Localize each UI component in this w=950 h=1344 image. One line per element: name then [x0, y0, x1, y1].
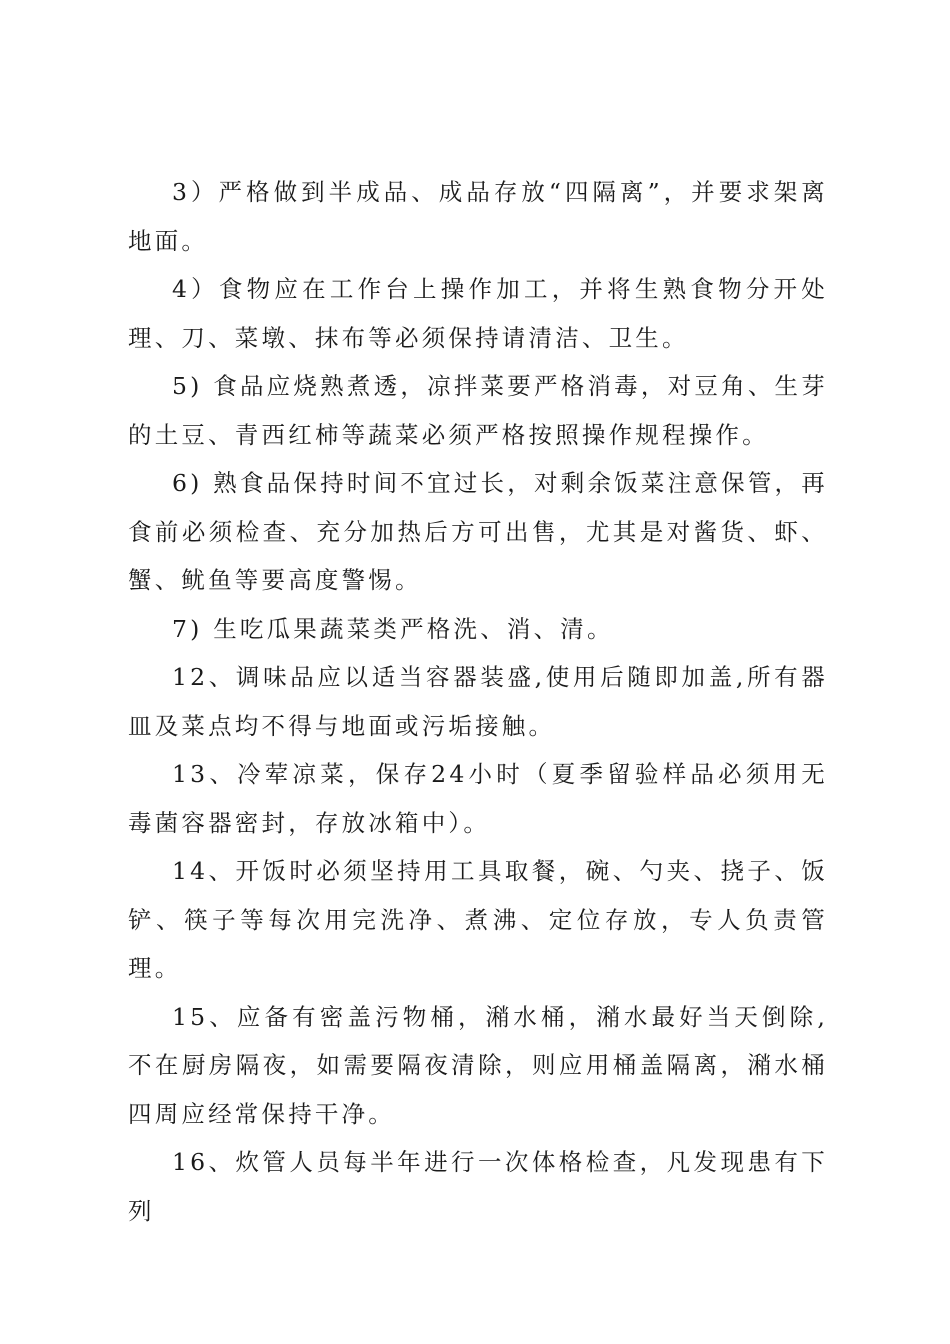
paragraph-item-7: 7) 生吃瓜果蔬菜类严格洗、消、清。	[172, 614, 614, 643]
paragraph-rule-15: 15、应备有密盖污物桶，潲水桶，潲水最好当天倒除,不在厨房隔夜，如需要隔夜清除，则应用桶盖隔离，潲水桶四周应经常保持干净。	[128, 1002, 828, 1128]
paragraph-rule-13: 13、冷荤凉菜，保存24小时（夏季留验样品必须用无毒菌容器密封，存放冰箱中）。	[128, 760, 828, 837]
paragraph-rule-12: 12、调味品应以适当容器装盛,使用后随即加盖,所有器皿及菜点均不得与地面或污垢接触。	[128, 663, 828, 740]
paragraph-rule-14: 14、开饭时必须坚持用工具取餐，碗、勺夹、挠子、饭铲、筷子等每次用完洗净、煮沸、定位存放，专人负责管理。	[128, 857, 828, 982]
document-body	[128, 168, 828, 1235]
paragraph-item-5: 5) 食品应烧熟煮透，凉拌菜要严格消毒，对豆角、生芽的土豆、青西红柿等蔬菜必须严格按照操作规程操作。	[128, 372, 828, 449]
paragraph-item-6: 6) 熟食品保持时间不宜过长，对剩余饭菜注意保管，再食前必须检查、充分加热后方可出售，尤其是对酱货、虾、蟹、鱿鱼等要高度警惕。	[128, 469, 828, 594]
paragraph-item-3: 3）严格做到半成品、成品存放“四隔离”，并要求架离地面。	[128, 178, 828, 255]
paragraph-item-4: 4）食物应在工作台上操作加工，并将生熟食物分开处理、刀、菜墩、抹布等必须保持请清洁、卫生。	[128, 275, 828, 352]
paragraph-rule-16: 16、炊管人员每半年进行一次体格检查，凡发现患有下列	[128, 1148, 828, 1225]
